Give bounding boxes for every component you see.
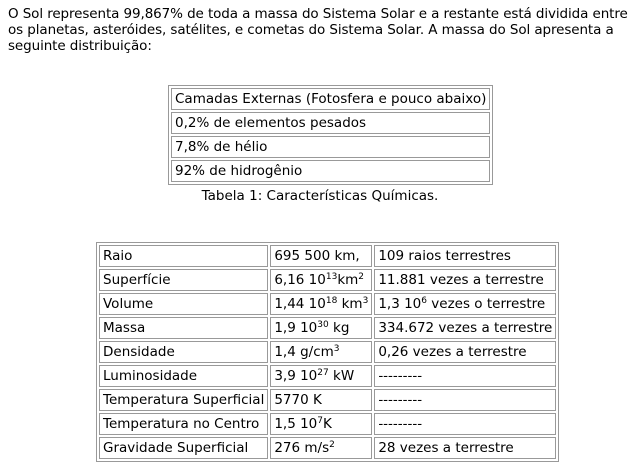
property-comparison: --------- — [374, 365, 556, 387]
value-unit: kW — [328, 368, 355, 384]
property-label: Densidade — [99, 341, 268, 363]
unit-exponent: 3 — [362, 296, 369, 306]
chem-cell: 7,8% de hélio — [171, 136, 490, 158]
comparison-exponent: 6 — [421, 296, 427, 306]
table-row — [99, 341, 556, 363]
chem-cell: 0,2% de elementos pesados — [171, 112, 490, 134]
property-label: Luminosidade — [99, 365, 268, 387]
table-row — [99, 293, 556, 315]
property-value: 5770 K — [270, 389, 372, 411]
property-value — [270, 341, 372, 363]
table-row — [171, 160, 490, 182]
table-row — [99, 269, 556, 291]
chem-cell: Camadas Externas (Fotosfera e pouco abaixo) — [171, 88, 490, 110]
property-label: Temperatura no Centro — [99, 413, 268, 435]
comparison-base: 1,3 10 — [378, 296, 422, 312]
property-label: Volume — [99, 293, 268, 315]
table-row — [171, 88, 490, 110]
property-label: Temperatura Superficial — [99, 389, 268, 411]
table-row — [171, 112, 490, 134]
value-exponent: 2 — [329, 440, 335, 450]
value-unit: km — [337, 296, 363, 312]
table-row — [99, 389, 556, 411]
value-base: 1,5 10 — [274, 416, 318, 432]
property-comparison — [374, 293, 556, 315]
table-row — [171, 136, 490, 158]
property-label: Massa — [99, 317, 268, 339]
property-label: Raio — [99, 245, 268, 267]
chem-cell: 92% de hidrogênio — [171, 160, 490, 182]
intro-paragraph: O Sol representa 99,867% de toda a massa do Sistema Solar e a restante está dividida entre os planetas, asteróides, satélites, e cometas do Sistema Solar. A massa do Sol apresenta a seguinte distribuição: — [8, 6, 628, 54]
table-row — [99, 317, 556, 339]
value-exponent: 13 — [325, 272, 338, 282]
value-base: 6,16 10 — [274, 272, 326, 288]
property-label: Superfície — [99, 269, 268, 291]
property-value — [270, 317, 372, 339]
comparison-rest: vezes o terrestre — [427, 296, 546, 312]
value-exponent: 27 — [317, 368, 329, 378]
property-value — [270, 413, 372, 435]
value-base: 1,4 g/cm — [274, 344, 334, 360]
property-comparison: 28 vezes a terrestre — [374, 437, 556, 459]
table-row — [99, 365, 556, 387]
property-value — [270, 365, 372, 387]
sun-properties-table — [96, 242, 559, 462]
property-comparison: 334.672 vezes a terrestre — [374, 317, 556, 339]
property-value: 695 500 km, — [270, 245, 372, 267]
value-unit: km — [337, 272, 359, 288]
value-base: 276 m/s — [274, 440, 330, 456]
value-exponent: 3 — [333, 344, 340, 354]
table-row — [99, 245, 556, 267]
unit-exponent: 2 — [358, 272, 365, 282]
property-comparison: --------- — [374, 389, 556, 411]
property-comparison: --------- — [374, 413, 556, 435]
property-value — [270, 269, 372, 291]
value-exponent: 18 — [325, 296, 338, 306]
table-caption: Tabela 1: Características Químicas. — [201, 188, 439, 204]
value-base: 3,9 10 — [274, 368, 318, 384]
value-exponent: 30 — [317, 320, 329, 330]
value-base: 1,44 10 — [274, 296, 326, 312]
property-comparison: 0,26 vezes a terrestre — [374, 341, 556, 363]
value-unit: kg — [328, 320, 350, 336]
property-comparison: 109 raios terrestres — [374, 245, 556, 267]
property-comparison: 11.881 vezes a terrestre — [374, 269, 556, 291]
value-unit: K — [323, 416, 332, 432]
property-label: Gravidade Superficial — [99, 437, 268, 459]
property-value — [270, 293, 372, 315]
value-base: 1,9 10 — [274, 320, 318, 336]
value-exponent: 7 — [317, 416, 324, 426]
table-row — [99, 413, 556, 435]
chemical-characteristics-table — [168, 85, 493, 185]
